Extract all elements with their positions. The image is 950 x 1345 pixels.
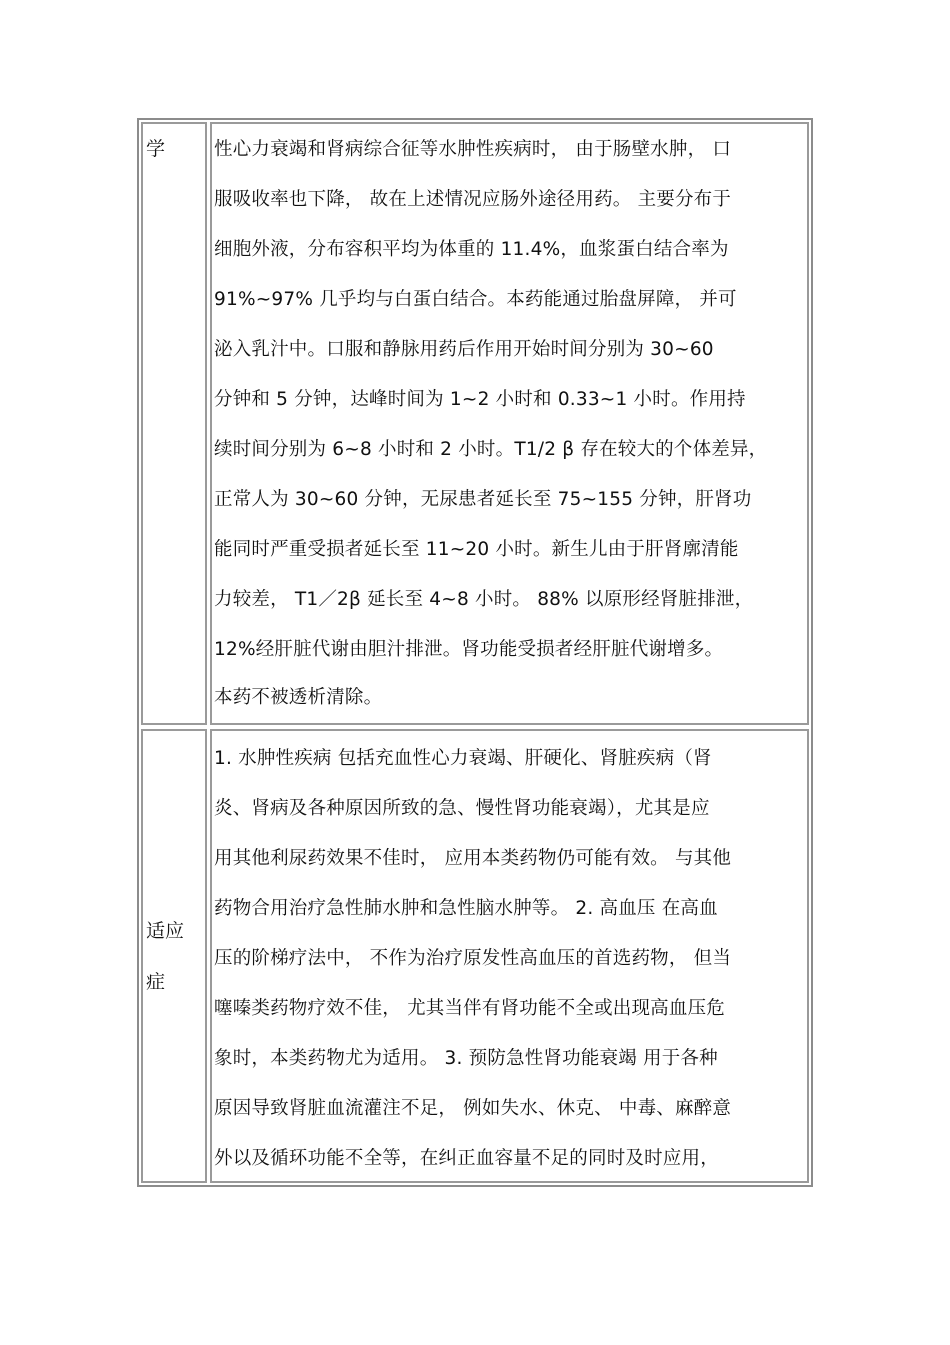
row-2-line-6: 噻嗪类药物疗效不佳， 尤其当伴有肾功能不全或出现高血压危 <box>214 998 725 1019</box>
row-1-line-2: 服吸收率也下降， 故在上述情况应肠外途径用药。 主要分布于 <box>214 189 732 210</box>
row-1-line-7: 续时间分别为 6~8 小时和 2 小时。T1/2 β 存在较大的个体差异， <box>214 439 768 460</box>
row-1-line-5: 泌入乳汁中。口服和静脉用药后作用开始时间分别为 30~60 <box>214 339 714 360</box>
row-1-label-line-1: 学 <box>146 138 166 160</box>
row-1-line-3: 细胞外液，分布容积平均为体重的 11.4%，血浆蛋白结合率为 <box>214 239 729 260</box>
row-1-line-1: 性心力衰竭和肾病综合征等水肿性疾病时， 由于肠壁水肿， 口 <box>214 139 732 160</box>
row-2-line-4: 药物合用治疗急性肺水肿和急性脑水肿等。 2. 高血压 在高血 <box>214 898 718 919</box>
row-2-line-2: 炎、肾病及各种原因所致的急、慢性肾功能衰竭），尤其是应 <box>214 798 710 819</box>
row-1-content-cell <box>210 122 809 725</box>
row-1-line-9: 能同时严重受损者延长至 11~20 小时。新生儿由于肝肾廓清能 <box>214 539 739 560</box>
row-1-line-8: 正常人为 30~60 分钟，无尿患者延长至 75~155 分钟，肝肾功 <box>214 489 752 510</box>
row-1-line-6: 分钟和 5 分钟，达峰时间为 1~2 小时和 0.33~1 小时。作用持 <box>214 389 746 410</box>
row-2-label-line-2: 症 <box>146 971 166 993</box>
row-1-line-11: 12%经肝脏代谢由胆汁排泄。肾功能受损者经肝脏代谢增多。 <box>214 639 724 660</box>
row-1-label-cell <box>141 122 207 725</box>
row-2-line-5: 压的阶梯疗法中， 不作为治疗原发性高血压的首选药物， 但当 <box>214 948 732 969</box>
row-2-label-line-1: 适应 <box>146 920 185 942</box>
row-2-line-8: 原因导致肾脏血流灌注不足， 例如失水、休克、 中毒、麻醉意 <box>214 1098 732 1119</box>
row-2-label-cell <box>141 729 207 1183</box>
row-2-line-3: 用其他利尿药效果不佳时， 应用本类药物仍可能有效。 与其他 <box>214 848 732 869</box>
row-1-line-12: 本药不被透析清除。 <box>214 687 383 708</box>
row-1-line-4: 91%~97% 几乎均与白蛋白结合。本药能通过胎盘屏障， 并可 <box>214 289 737 310</box>
row-1-line-10: 力较差， T1／2β 延长至 4~8 小时。 88% 以原形经肾脏排泄， <box>214 589 754 610</box>
row-2-line-9: 外以及循环功能不全等，在纠正血容量不足的同时及时应用， <box>214 1148 719 1169</box>
row-2-line-7: 象时，本类药物尤为适用。 3. 预防急性肾功能衰竭 用于各种 <box>214 1048 718 1069</box>
row-2-line-1: 1. 水肿性疾病 包括充血性心力衰竭、肝硬化、肾脏疾病（肾 <box>214 748 712 769</box>
